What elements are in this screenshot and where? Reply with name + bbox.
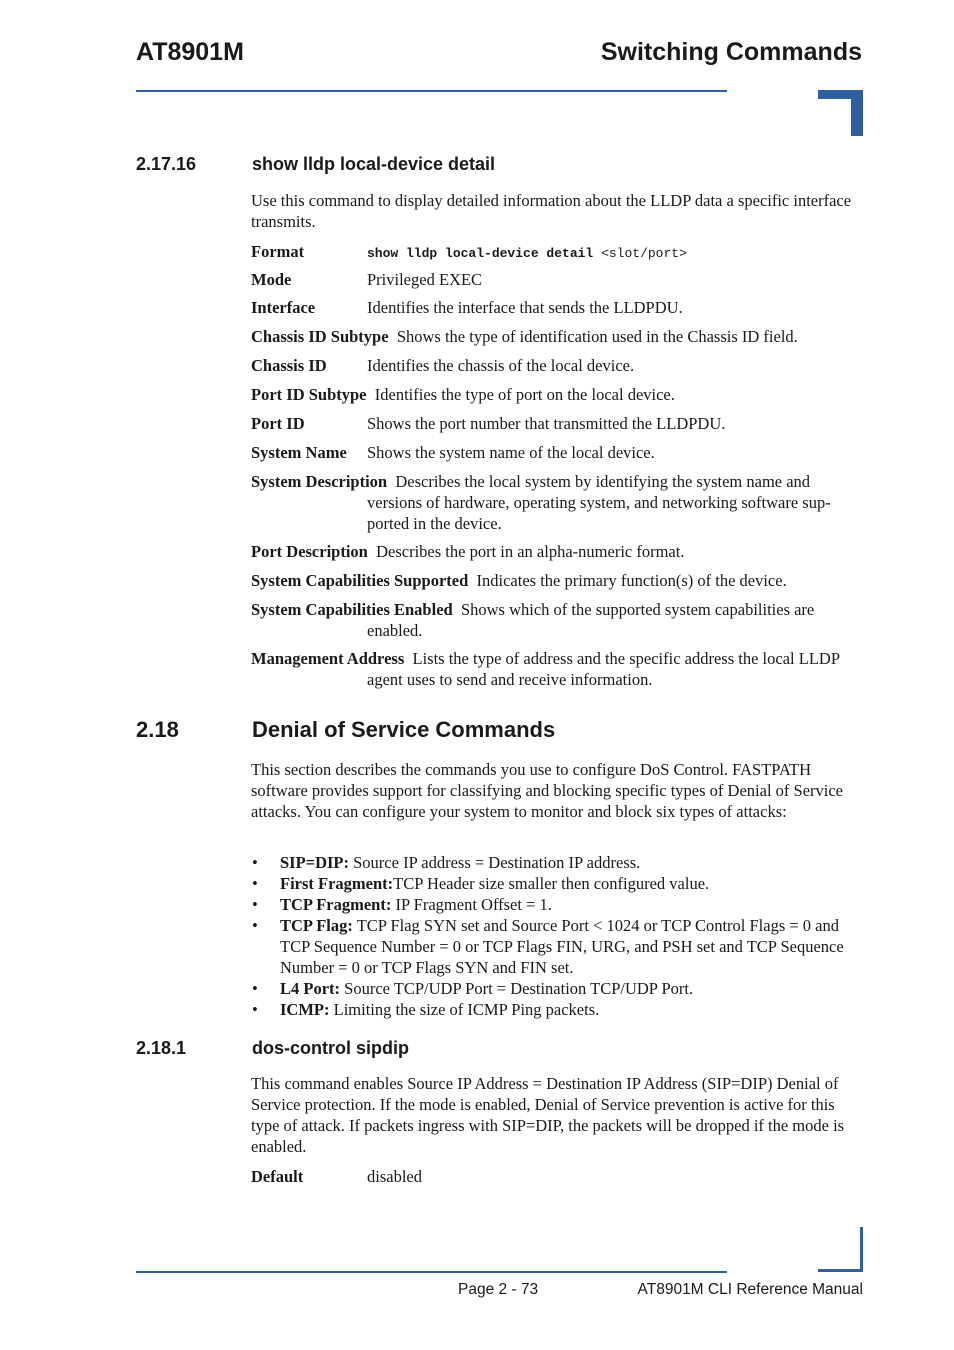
list-item <box>251 978 863 999</box>
definition-desc: Identifies the type of port on the local device. <box>374 385 675 404</box>
definition-interface <box>251 297 863 318</box>
definition-system-description <box>251 471 863 534</box>
list-item-desc: TCP Header size smaller then configured value. <box>393 874 710 893</box>
section-title: dos-control sipdip <box>252 1038 409 1058</box>
definition-port-description <box>251 541 863 562</box>
definition-term: Chassis ID <box>251 356 327 375</box>
list-item-term: TCP Fragment: <box>280 895 392 914</box>
footer-corner-mark-horizontal <box>818 1269 863 1272</box>
bullet: • <box>252 916 258 935</box>
list-item-term: First Fragment: <box>280 874 394 893</box>
list-item-desc: Limiting the size of ICMP Ping packets. <box>329 1000 600 1019</box>
definition-term: Format <box>251 242 305 261</box>
bullet: • <box>252 853 258 872</box>
definition-port-id <box>251 413 863 434</box>
definition-chassis-id-subtype <box>251 326 863 347</box>
header-rule <box>136 90 727 92</box>
command-syntax <box>367 246 687 261</box>
definition-term: Mode <box>251 270 292 289</box>
list-item-term: TCP Flag: <box>280 916 353 935</box>
section-title: show lldp local-device detail <box>252 154 496 174</box>
definition-desc: Lists the type of address and the specific address the local LLDP agent uses to send and receive information. <box>367 649 840 689</box>
list-item-term: L4 Port: <box>280 979 341 998</box>
section-intro: This command enables Source IP Address = Destination IP Address (SIP=DIP) Denial of Service protection. If the mode is enabled, Denial of Service prevention is active for this type of attack. If packets ingress with SIP=DIP, the packets will be dropped if the mode is enabled. <box>251 1074 845 1156</box>
list-item-term: SIP=DIP: <box>280 853 349 872</box>
definition-management-address <box>251 648 863 690</box>
definition-desc: Shows the type of identification used in the Chassis ID field. <box>396 327 798 346</box>
definition-desc: Identifies the chassis of the local device. <box>367 356 635 375</box>
section-number: 2.18 <box>136 717 179 742</box>
definition-term: System Description <box>251 472 388 491</box>
definition-desc: Shows which of the supported system capabilities are enabled. <box>367 600 815 640</box>
bullet: • <box>252 979 258 998</box>
bullet: • <box>252 895 258 914</box>
definition-chassis-id <box>251 355 863 376</box>
section-intro: This section describes the commands you use to configure DoS Control. FASTPATH software provides support for classifying and blocking specific types of Denial of Service attacks. You can configure your system to monitor and block six types of attacks: <box>251 760 844 821</box>
list-item-desc: IP Fragment Offset = 1. <box>391 895 552 914</box>
list-item-desc: Source TCP/UDP Port = Destination TCP/UDP Port. <box>340 979 694 998</box>
definition-system-capabilities-supported <box>251 570 863 591</box>
definition-mode <box>251 269 863 290</box>
list-item <box>251 852 863 873</box>
bullet: • <box>252 874 258 893</box>
list-item <box>251 894 863 915</box>
list-item-term: ICMP: <box>280 1000 330 1019</box>
bullet: • <box>252 1000 258 1019</box>
definition-desc: disabled <box>367 1167 422 1186</box>
definition-term: Interface <box>251 298 316 317</box>
definition-format <box>251 241 863 264</box>
definition-desc: Describes the local system by identifying the system name and versions of hardware, operating system, and networking software sup-ported in the device. <box>367 472 831 533</box>
definition-term: Port ID <box>251 414 305 433</box>
header-chapter-title: Switching Commands <box>600 38 862 66</box>
header-corner-mark-vertical <box>851 90 863 136</box>
definition-system-name <box>251 442 863 463</box>
footer-rule <box>136 1271 727 1273</box>
list-item-desc: TCP Flag SYN set and Source Port < 1024 or TCP Control Flags = 0 and TCP Sequence Number = 0 or TCP Flags FIN, URG, and PSH set and TCP Sequence Number = 0 or TCP Flags SYN and FIN set. <box>280 916 844 977</box>
header-product-title: AT8901M <box>136 38 244 66</box>
definition-default <box>251 1166 863 1187</box>
definition-term: System Capabilities Supported <box>251 571 469 590</box>
definition-desc: Shows the port number that transmitted the LLDPDU. <box>367 414 726 433</box>
section-heading-2-18 <box>136 717 863 745</box>
definition-desc: Indicates the primary function(s) of the device. <box>476 571 787 590</box>
section-title: Denial of Service Commands <box>252 717 556 742</box>
definition-term: System Capabilities Enabled <box>251 600 453 619</box>
definition-desc: Describes the port in an alpha-numeric format. <box>376 542 685 561</box>
section-number: 2.18.1 <box>136 1038 187 1058</box>
definition-desc: Shows the system name of the local device. <box>367 443 655 462</box>
definition-term: Management Address <box>251 649 405 668</box>
footer-corner-mark <box>860 1227 863 1272</box>
definition-term: Chassis ID Subtype <box>251 327 389 346</box>
definition-term: Default <box>251 1167 304 1186</box>
section-intro: Use this command to display detailed information about the LLDP data a specific interface transmits. <box>251 191 852 231</box>
list-item <box>251 873 863 894</box>
definition-term: Port Description <box>251 542 368 561</box>
section-heading-2-17-16 <box>136 154 863 178</box>
list-item <box>251 915 863 978</box>
section-heading-2-18-1 <box>136 1038 863 1062</box>
footer-manual-title: AT8901M CLI Reference Manual <box>637 1281 863 1298</box>
definition-desc: Privileged EXEC <box>367 270 483 289</box>
definition-system-capabilities-enabled <box>251 599 863 641</box>
command-argument: <slot/port> <box>601 246 687 261</box>
definition-desc: Identifies the interface that sends the LLDPDU. <box>367 298 683 317</box>
footer-page-number: Page 2 - 73 <box>458 1281 539 1298</box>
definition-term: Port ID Subtype <box>251 385 367 404</box>
command-name: show lldp local-device detail <box>367 246 594 261</box>
definition-port-id-subtype <box>251 384 863 405</box>
definition-term: System Name <box>251 443 347 462</box>
list-item-desc: Source IP address = Destination IP address. <box>349 853 641 872</box>
attack-type-list <box>251 852 863 1020</box>
list-item <box>251 999 863 1020</box>
section-number: 2.17.16 <box>136 154 197 174</box>
